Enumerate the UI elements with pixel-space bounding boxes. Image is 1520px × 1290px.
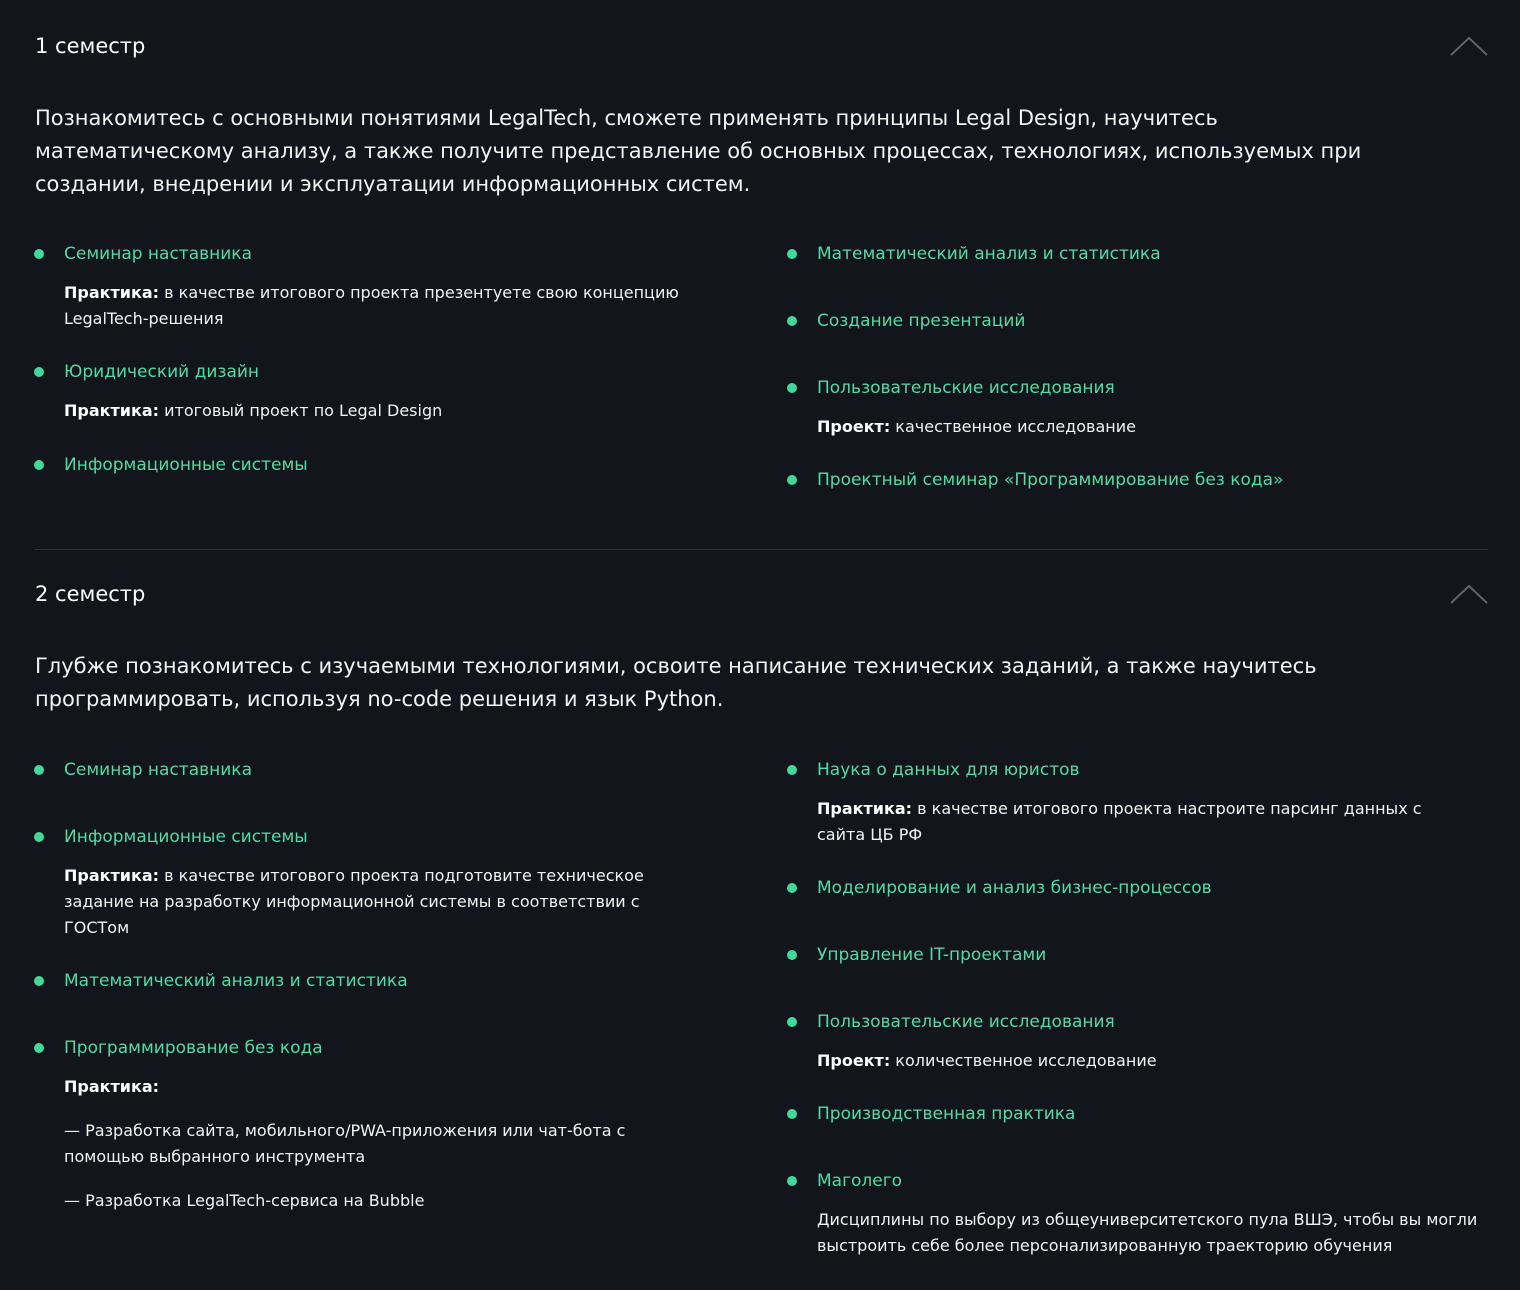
note-label: Проект:: [817, 1051, 891, 1070]
semester-1-intro: Познакомитесь с основными понятиями LegalTech, сможете применять принципы Legal Design, научитесь математическому анализу, а также получите представление об основных процессах, технологиях, используемых при создании, внедрении и эксплуатации информационных систем.: [35, 106, 1362, 196]
course-item: [817, 943, 1046, 967]
bullet-dot-icon: [787, 249, 797, 259]
course-note: Дисциплины по выбору из общеуниверситетского пула ВШЭ, чтобы вы могли выстроить себе более персонализированную траекторию обучения: [817, 1210, 1478, 1255]
semester-1-title: 1 семестр: [35, 34, 146, 58]
course-item: [817, 242, 1161, 266]
course-title[interactable]: Информационные системы: [64, 827, 308, 847]
course-note: [64, 1074, 664, 1100]
course-item: [64, 1036, 664, 1214]
note-label: Практика:: [64, 401, 160, 420]
course-title[interactable]: Наука о данных для юристов: [817, 760, 1080, 780]
course-title[interactable]: Моделирование и анализ бизнес-процессов: [817, 878, 1212, 898]
course-title[interactable]: Управление IT-проектами: [817, 945, 1047, 965]
bullet-dot-icon: [787, 475, 797, 485]
note-text: в качестве итогового проекта презентуете свою концепцию LegalTech-решения: [64, 283, 679, 328]
course-item: [64, 969, 408, 993]
semester-2-title: 2 семестр: [35, 582, 146, 606]
course-item: [64, 453, 308, 477]
course-note: [64, 280, 724, 332]
course-item: [817, 1169, 1487, 1259]
bullet-dot-icon: [787, 316, 797, 326]
chevron-up-icon[interactable]: [1450, 36, 1488, 56]
course-title[interactable]: Маголего: [817, 1171, 903, 1191]
course-item: [817, 1010, 1467, 1074]
course-note-line: — Разработка LegalTech-сервиса на Bubble: [64, 1191, 425, 1210]
bullet-dot-icon: [34, 249, 44, 259]
course-item: [817, 376, 1467, 440]
note-text: качественное исследование: [890, 417, 1136, 436]
course-title[interactable]: Создание презентаций: [817, 311, 1026, 331]
note-text: в качестве итогового проекта настроите парсинг данных с сайта ЦБ РФ: [817, 799, 1422, 844]
bullet-dot-icon: [34, 460, 44, 470]
course-note: [817, 796, 1447, 848]
course-title[interactable]: Юридический дизайн: [64, 362, 260, 382]
course-item: [817, 876, 1212, 900]
course-title[interactable]: Информационные системы: [64, 455, 308, 475]
bullet-dot-icon: [787, 1017, 797, 1027]
bullet-dot-icon: [34, 1043, 44, 1053]
bullet-dot-icon: [34, 367, 44, 377]
course-title[interactable]: Программирование без кода: [64, 1038, 323, 1058]
course-title[interactable]: Семинар наставника: [64, 244, 252, 264]
note-label: Практика:: [64, 1077, 160, 1096]
note-label: Практика:: [64, 283, 160, 302]
bullet-dot-icon: [787, 883, 797, 893]
course-title[interactable]: Проектный семинар «Программирование без кода»: [817, 470, 1284, 490]
course-item: [64, 360, 724, 424]
bullet-dot-icon: [787, 765, 797, 775]
course-title[interactable]: Математический анализ и статистика: [817, 244, 1161, 264]
course-item: [817, 468, 1284, 492]
course-title[interactable]: Пользовательские исследования: [817, 1012, 1115, 1032]
bullet-dot-icon: [787, 1176, 797, 1186]
semester-2-intro: Глубже познакомитесь с изучаемыми технологиями, освоите написание технических заданий, а также научитесь программировать, используя no-code решения и язык Python.: [35, 654, 1317, 711]
course-item: [64, 758, 252, 782]
note-text: количественное исследование: [890, 1051, 1157, 1070]
note-text: итоговый проект по Legal Design: [159, 401, 443, 420]
semester-1-section: [35, 32, 1488, 532]
course-item: [817, 758, 1447, 848]
bullet-dot-icon: [34, 765, 44, 775]
bullet-dot-icon: [787, 383, 797, 393]
semester-2-section: [35, 580, 1488, 1280]
note-label: Проект:: [817, 417, 891, 436]
course-note: [64, 398, 724, 424]
note-text: в качестве итогового проекта подготовите техническое задание на разработку информационной системы в соответствии с ГОСТом: [64, 866, 644, 937]
course-item: [64, 242, 724, 332]
course-title[interactable]: Производственная практика: [817, 1104, 1076, 1124]
course-note: [64, 863, 684, 941]
bullet-dot-icon: [34, 976, 44, 986]
semester-2-header[interactable]: [35, 580, 1488, 620]
course-title[interactable]: Пользовательские исследования: [817, 378, 1115, 398]
note-label: Практика:: [64, 866, 160, 885]
semester-1-header[interactable]: [35, 32, 1488, 72]
chevron-up-icon[interactable]: [1450, 584, 1488, 604]
course-item: [64, 825, 684, 941]
course-note-line: — Разработка сайта, мобильного/PWA-приложения или чат-бота с помощью выбранного инструмента: [64, 1121, 626, 1166]
course-note: [817, 1048, 1467, 1074]
note-label: Практика:: [817, 799, 913, 818]
course-item: [817, 1102, 1075, 1126]
bullet-dot-icon: [787, 950, 797, 960]
course-title[interactable]: Математический анализ и статистика: [64, 971, 408, 991]
course-note: [817, 414, 1467, 440]
course-title[interactable]: Семинар наставника: [64, 760, 252, 780]
section-divider: [35, 549, 1488, 550]
course-item: [817, 309, 1025, 333]
bullet-dot-icon: [34, 832, 44, 842]
bullet-dot-icon: [787, 1109, 797, 1119]
